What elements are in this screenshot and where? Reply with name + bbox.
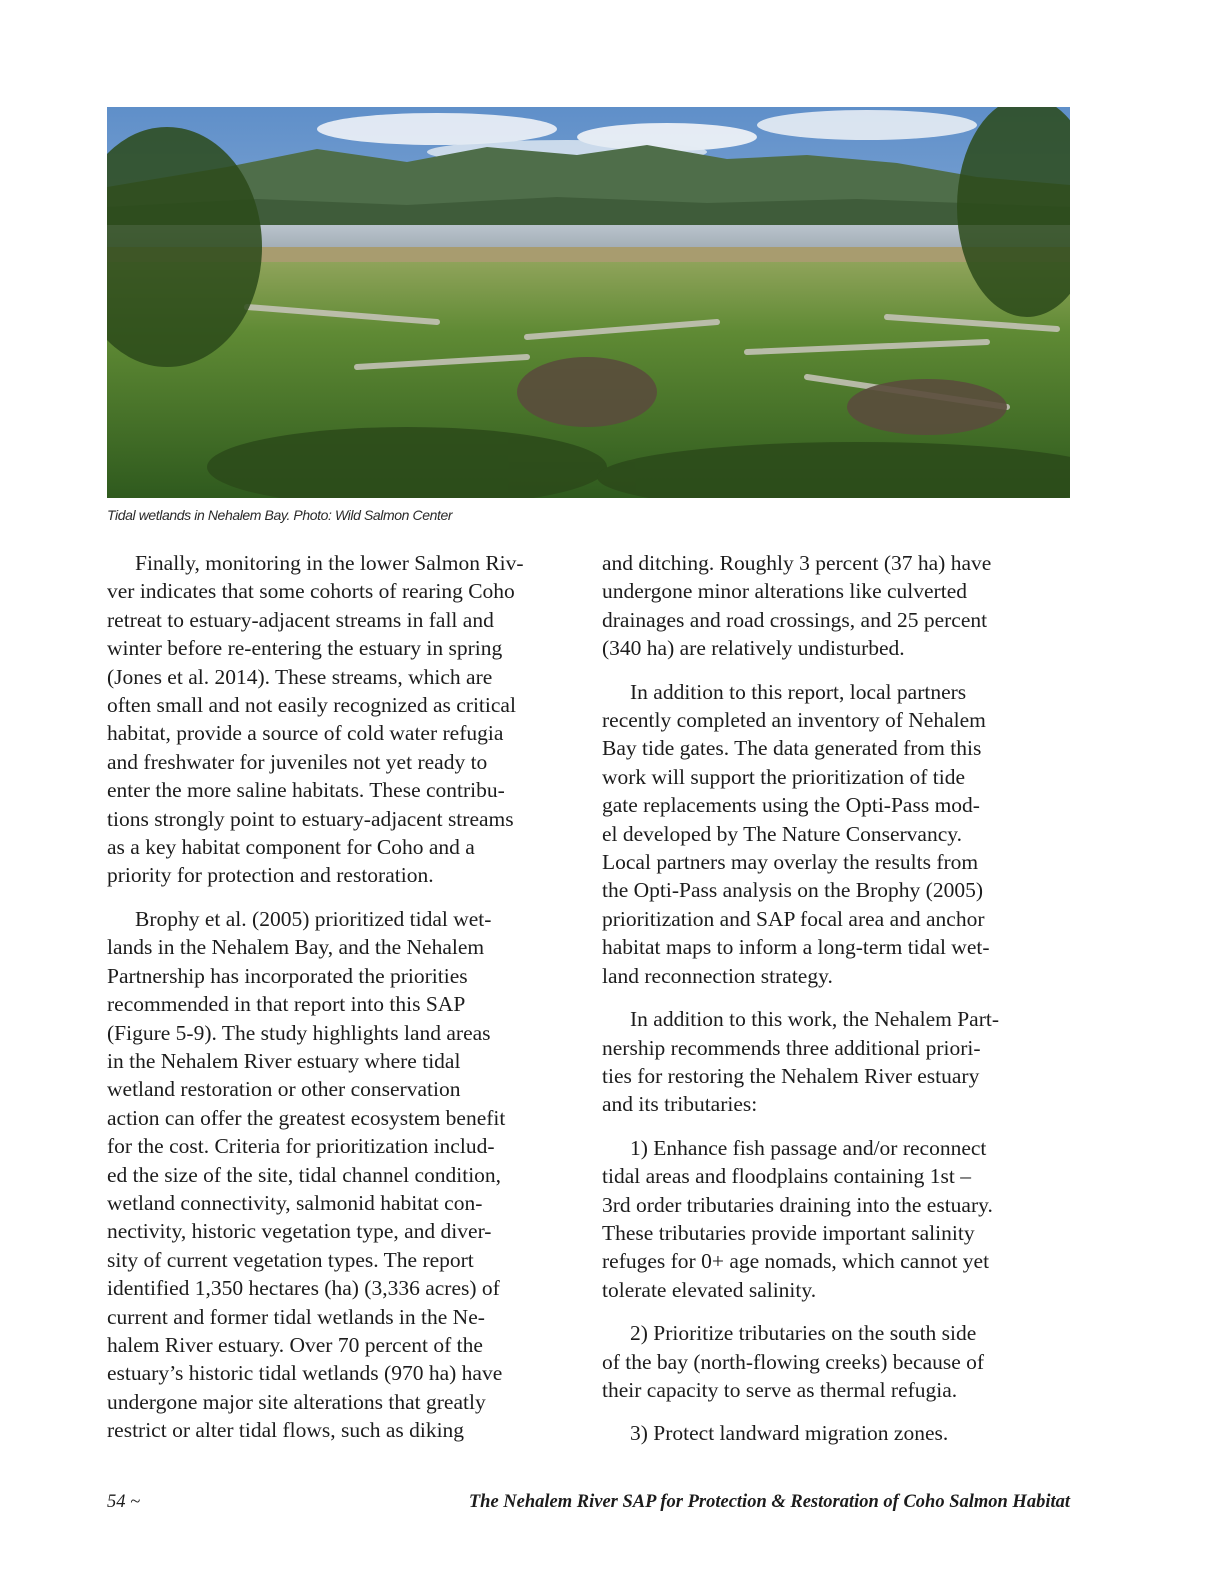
paragraph: 1) Enhance fish passage and/or reconnect tidal areas and floodplains containing 1st – 3rd order tributaries draining into the estuary. These tributaries provide important salinity refuges for 0+ age nomads, which cannot yet tolerate elevated salinity. — [602, 1135, 993, 1302]
paragraph: and ditching. Roughly 3 percent (37 ha) have undergone minor alterations like culverted drainages and road crossings, and 25 percent (340 ha) are relatively undisturbed. — [602, 551, 992, 661]
paragraph: 2) Prioritize tributaries on the south side of the bay (north-flowing creeks) because of their capacity to serve as thermal refugia. — [602, 1321, 985, 1402]
paragraph: Brophy et al. (2005) prioritized tidal wet- lands in the Nehalem Bay, and the Nehalem Partnership has incorporated the priorities recommended in that report into this SAP (Figure 5-9). The study highlights land areas in the Nehalem River estuary where tidal wetland restoration or other conservation action can offer the greatest ecosystem benefit for the cost. Criteria for prioritization includ- ed the size of the site, tidal channel condition, wetland connectivity, salmonid habitat con- nectivity, historic vegetation type, and diver- sity of current vegetation types. The report identified 1,350 hectares (ha) (3,336 acres) of current and former tidal wetlands in the Ne- halem River estuary. Over 70 percent of the estuary’s historic tidal wetlands (970 ha) have undergone major site alterations that greatly restrict or alter tidal flows, such as diking — [107, 906, 506, 1443]
paragraph: 3) Protect landward migration zones. — [630, 1421, 949, 1446]
left-text-column — [107, 549, 577, 1460]
wetland-photo — [107, 107, 1070, 498]
paragraph: In addition to this work, the Nehalem Part- nership recommends three additional priori- ties for restoring the Nehalem River estuary and its tributaries: — [602, 1007, 1000, 1117]
photo-caption: Tidal wetlands in Nehalem Bay. Photo: Wild Salmon Center — [107, 507, 453, 523]
right-text-column — [602, 549, 1072, 1463]
wetland-photo-illustration — [107, 107, 1070, 498]
paragraph: Finally, monitoring in the lower Salmon Riv- ver indicates that some cohorts of rearing Coho retreat to estuary-adjacent streams in fall and winter before re-entering the estuary in spring (Jones et al. 2014). These streams, which are often small and not easily recognized as critical habitat, provide a source of cold water refugia and freshwater for juveniles not yet ready to enter the more saline habitats. These contribu- tions strongly point to estuary-adjacent streams as a key habitat component for Coho and a priority for protection and restoration. — [107, 551, 524, 888]
footer-title: The Nehalem River SAP for Protection & Restoration of Coho Salmon Habitat — [468, 1492, 1070, 1512]
page-number: 54 ~ — [107, 1492, 141, 1512]
paragraph: In addition to this report, local partners recently completed an inventory of Nehalem Bay tide gates. The data generated from this work will support the prioritization of tide gate replacements using the Opti-Pass mod- el developed by The Nature Conservancy. Local partners may overlay the results from the Opti-Pass analysis on the Brophy (2005) prioritization and SAP focal area and anchor habitat maps to inform a long-term tidal wet- land reconnection strategy. — [602, 679, 990, 988]
